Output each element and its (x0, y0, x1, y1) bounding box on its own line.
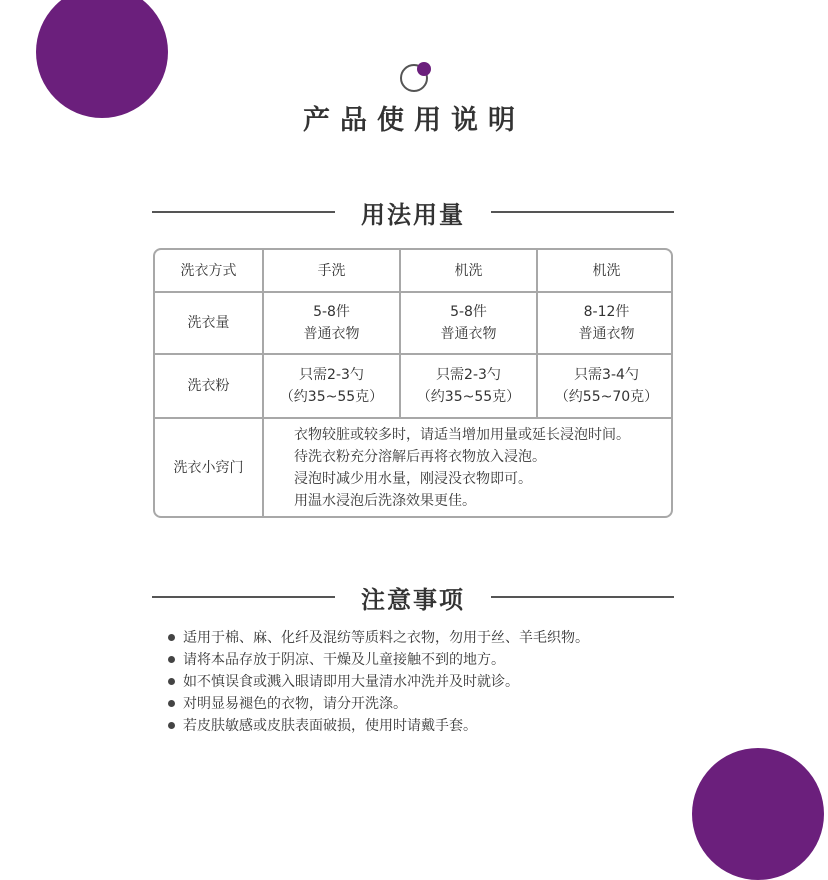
page-title: 产品使用说明 (303, 105, 525, 136)
table-cell: 5-8件 普通衣物 (400, 292, 537, 354)
bullet-icon (168, 634, 175, 641)
notes-heading: 注意事项 (361, 585, 465, 614)
list-item: 若皮肤敏感或皮肤表面破损，使用时请戴手套。 (168, 714, 589, 736)
table-row (155, 418, 673, 516)
table-row (155, 354, 673, 418)
bullet-icon (168, 700, 175, 707)
header-cell: 机洗 (537, 250, 673, 292)
divider-line (491, 596, 674, 598)
table-cell: 8-12件 普通衣物 (537, 292, 673, 354)
table-cell: 只需2-3勺 （约35~55克） (400, 354, 537, 418)
notes-section-heading (152, 580, 674, 614)
list-item: 适用于棉、麻、化纤及混纺等质料之衣物，勿用于丝、羊毛织物。 (168, 626, 589, 648)
list-item: 请将本品存放于阴凉、干燥及儿童接触不到的地方。 (168, 648, 589, 670)
bullet-icon (168, 678, 175, 685)
table-cell: 只需3-4勺 （约55~70克） (537, 354, 673, 418)
usage-heading: 用法用量 (361, 200, 465, 229)
usage-table (153, 248, 673, 518)
tip-line: 用温水浸泡后洗涤效果更佳。 (294, 492, 476, 509)
tip-line: 衣物较脏或较多时，请适当增加用量或延长浸泡时间。 (294, 426, 630, 443)
bullet-icon (168, 722, 175, 729)
table-cell: 5-8件 普通衣物 (263, 292, 400, 354)
notes-list (168, 626, 589, 736)
row-label: 洗衣量 (155, 292, 263, 354)
divider-line (491, 211, 674, 213)
table-row (155, 292, 673, 354)
list-item: 对明显易褪色的衣物，请分开洗涤。 (168, 692, 589, 714)
row-label: 洗衣粉 (155, 354, 263, 418)
usage-section-heading (152, 195, 674, 229)
decorative-purple-circle-bottom (692, 748, 824, 880)
header-cell: 机洗 (400, 250, 537, 292)
table-cell: 只需2-3勺 （约35~55克） (263, 354, 400, 418)
tip-line: 待洗衣粉充分溶解后再将衣物放入浸泡。 (294, 448, 546, 465)
divider-line (152, 596, 335, 598)
table-header-row (155, 250, 673, 292)
circle-logo-icon (398, 60, 432, 94)
bullet-icon (168, 656, 175, 663)
list-item: 如不慎误食或溅入眼请即用大量清水冲洗并及时就诊。 (168, 670, 589, 692)
header-cell: 洗衣方式 (155, 250, 263, 292)
tips-cell (263, 418, 673, 516)
tip-line: 浸泡时减少用水量，刚浸没衣物即可。 (294, 470, 532, 487)
divider-line (152, 211, 335, 213)
header-cell: 手洗 (263, 250, 400, 292)
row-label: 洗衣小窍门 (155, 418, 263, 516)
